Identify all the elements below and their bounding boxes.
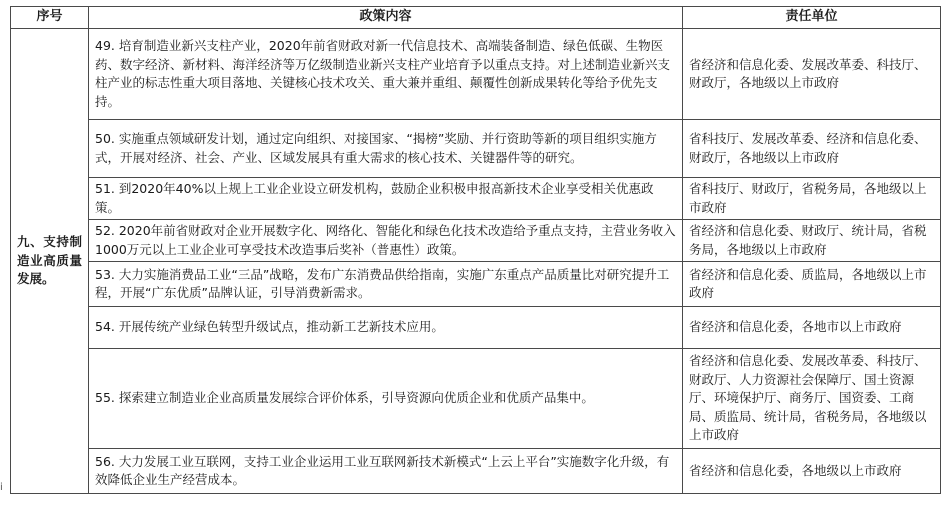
header-dept: 责任单位	[683, 7, 941, 29]
table-row	[11, 349, 941, 449]
edge-mark: i	[0, 482, 3, 493]
policy-cell: 53. 大力实施消费品工业“三品”战略，发布广东消费品供给指南，实施广东重点产品质量比对研究提升工程，开展“广东优质”品牌认证，引导消费新需求。	[89, 262, 683, 307]
policy-cell: 50. 实施重点领域研发计划，通过定向组织、对接国家、“揭榜”奖励、并行资助等新的项目组织实施方式，开展对经济、社会、产业、区域发展具有重大需求的核心技术、关键器件等的研究。	[89, 120, 683, 178]
table-row	[11, 307, 941, 349]
dept-cell: 省科技厅、发展改革委、经济和信息化委、财政厅，各地级以上市政府	[683, 120, 941, 178]
table-row	[11, 262, 941, 307]
dept-cell: 省经济和信息化委、发展改革委、科技厅、财政厅、人力资源社会保障厅、国土资源厅、环境保护厅、商务厅、国资委、工商局、质监局、统计局，省税务局，各地级以上市政府	[683, 349, 941, 449]
header-policy: 政策内容	[89, 7, 683, 29]
dept-cell: 省经济和信息化委，各地级以上市政府	[683, 449, 941, 494]
policy-table	[10, 6, 941, 494]
dept-cell: 省经济和信息化委、发展改革委、科技厅、财政厅，各地级以上市政府	[683, 29, 941, 120]
table-row	[11, 449, 941, 494]
table-row	[11, 29, 941, 120]
header-row	[11, 7, 941, 29]
policy-cell: 49. 培育制造业新兴支柱产业，2020年前省财政对新一代信息技术、高端装备制造、绿色低碳、生物医药、数字经济、新材料、海洋经济等万亿级制造业新兴支柱产业培育予以重点支持。对上述制造业新兴支柱产业的标志性重大项目落地、关键核心技术攻关、重大兼并重组、颠覆性创新成果转化等给予优先支持。	[89, 29, 683, 120]
dept-cell: 省经济和信息化委、质监局，各地级以上市政府	[683, 262, 941, 307]
table-row	[11, 178, 941, 220]
category-cell: 九、支持制造业高质量发展。	[11, 29, 89, 494]
policy-cell: 56. 大力发展工业互联网，支持工业企业运用工业互联网新技术新模式“上云上平台”实施数字化升级，有效降低企业生产经营成本。	[89, 449, 683, 494]
dept-cell: 省经济和信息化委、财政厅、统计局，省税务局，各地级以上市政府	[683, 220, 941, 262]
dept-cell: 省经济和信息化委，各地市以上市政府	[683, 307, 941, 349]
policy-cell: 51. 到2020年40%以上规上工业企业设立研发机构，鼓励企业积极申报高新技术企业享受相关优惠政策。	[89, 178, 683, 220]
table-row	[11, 220, 941, 262]
policy-cell: 52. 2020年前省财政对企业开展数字化、网络化、智能化和绿色化技术改造给予重点支持，主营业务收入1000万元以上工业企业可享受技术改造事后奖补（普惠性）政策。	[89, 220, 683, 262]
policy-cell: 54. 开展传统产业绿色转型升级试点，推动新工艺新技术应用。	[89, 307, 683, 349]
policy-cell: 55. 探索建立制造业企业高质量发展综合评价体系，引导资源向优质企业和优质产品集中。	[89, 349, 683, 449]
header-seq: 序号	[11, 7, 89, 29]
table-row	[11, 120, 941, 178]
dept-cell: 省科技厅、财政厅，省税务局，各地级以上市政府	[683, 178, 941, 220]
